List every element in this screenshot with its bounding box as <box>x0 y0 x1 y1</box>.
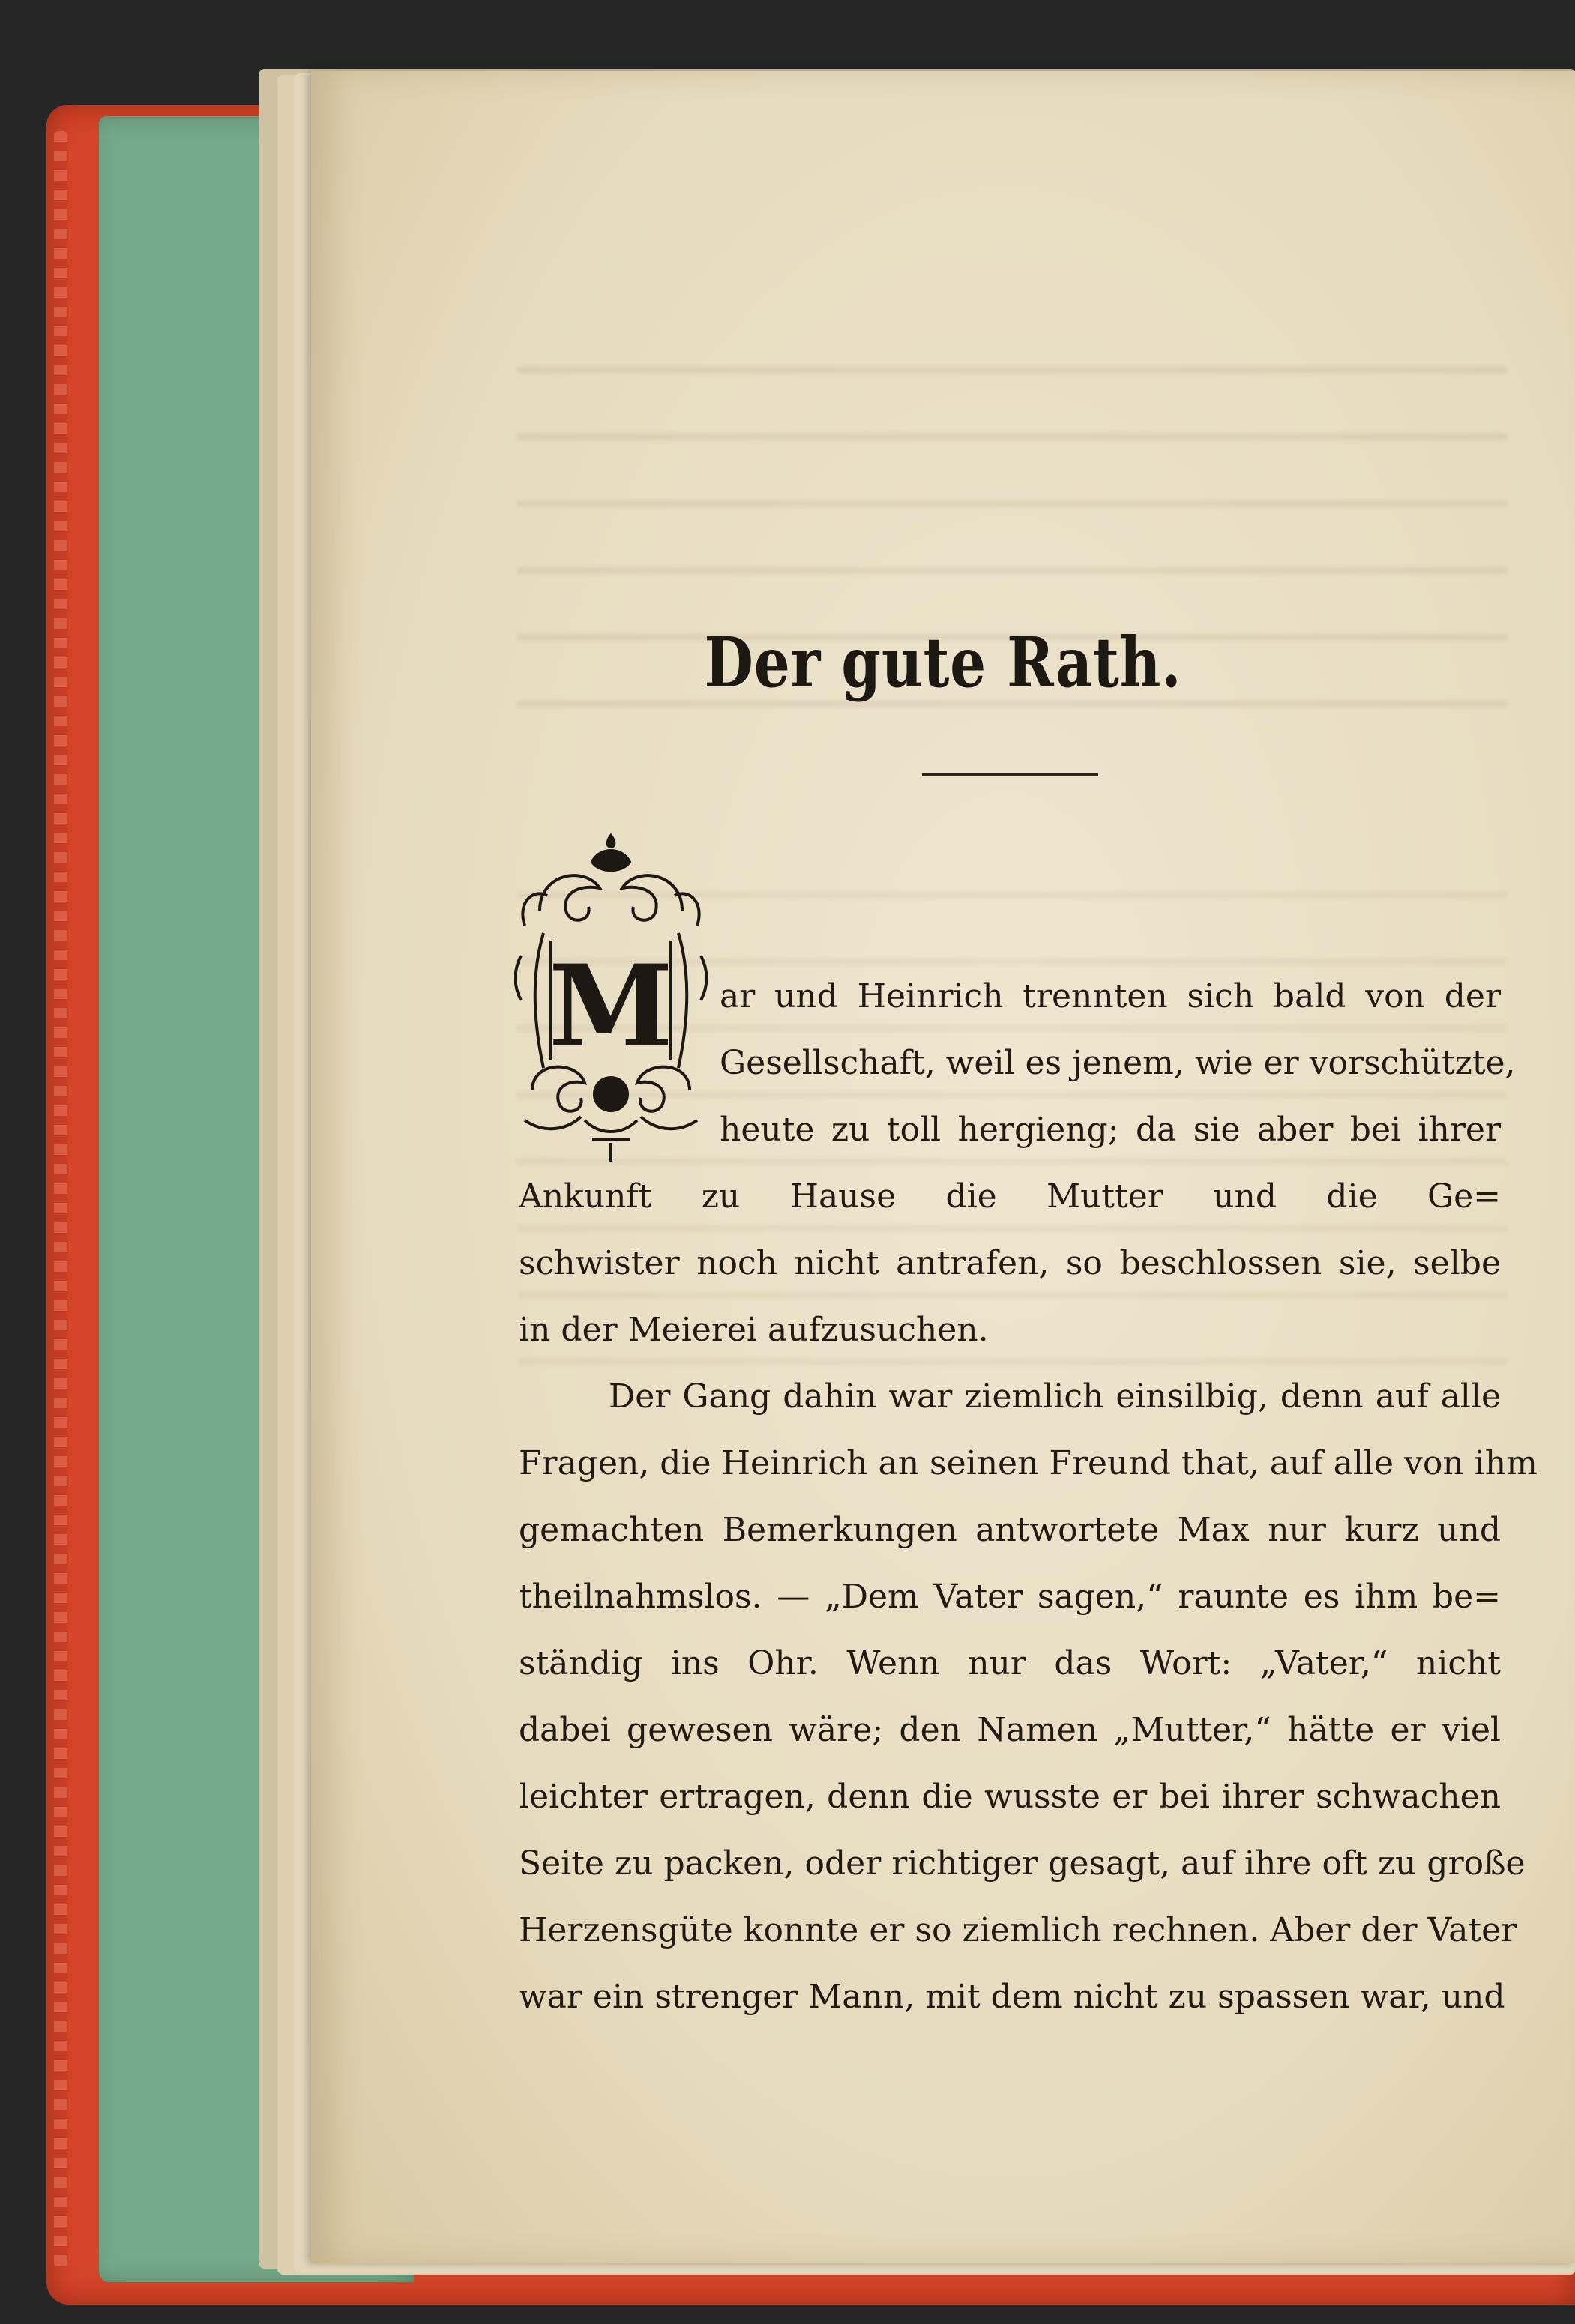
text-line: war ein strenger Mann, mit dem nicht zu spassen war, und <box>519 1978 1505 2016</box>
text-line: heute zu toll hergieng; da sie aber bei ihrer <box>720 1111 1501 1149</box>
text-line: ständig ins Ohr. Wenn nur das Wort: „Vater,“ nicht <box>519 1644 1501 1682</box>
chapter-title: Der gute Rath. <box>704 622 1182 703</box>
text-line: Der Gang dahin war ziemlich einsilbig, denn auf alle <box>609 1377 1501 1416</box>
text-line: Herzensgüte konnte er so ziemlich rechnen. Aber der Vater <box>519 1911 1517 1949</box>
text-line: Gesellschaft, weil es jenem, wie er vorschützte, <box>720 1044 1516 1082</box>
text-line: Fragen, die Heinrich an seinen Freund that, auf alle von ihm <box>519 1444 1538 1482</box>
text-line: leichter ertragen, denn die wusste er bei ihrer schwachen <box>519 1778 1501 1816</box>
title-rule <box>922 773 1098 776</box>
title-area <box>311 0 1575 749</box>
text-line: Ankunft zu Hause die Mutter und die Ge= <box>519 1177 1501 1216</box>
text-line: schwister noch nicht antrafen, so beschlossen sie, selbe <box>519 1244 1501 1282</box>
text-line: Seite zu packen, oder richtiger gesagt, auf ihre oft zu große <box>519 1844 1526 1883</box>
drop-cap-letter: M <box>548 941 674 1072</box>
text-line: in der Meierei aufzusuchen. <box>519 1311 989 1349</box>
body-text <box>519 963 1538 2030</box>
text-line: ar und Heinrich trennten sich bald von der <box>720 977 1501 1015</box>
text-line: dabei gewesen wäre; den Namen „Mutter,“ hätte er viel <box>519 1711 1501 1749</box>
cover-worn-edge <box>54 131 67 2267</box>
text-line: theilnahmslos. — „Dem Vater sagen,“ raunte es ihm be= <box>519 1578 1501 1616</box>
text-line: gemachten Bemerkungen antwortete Max nur kurz und <box>519 1511 1501 1549</box>
